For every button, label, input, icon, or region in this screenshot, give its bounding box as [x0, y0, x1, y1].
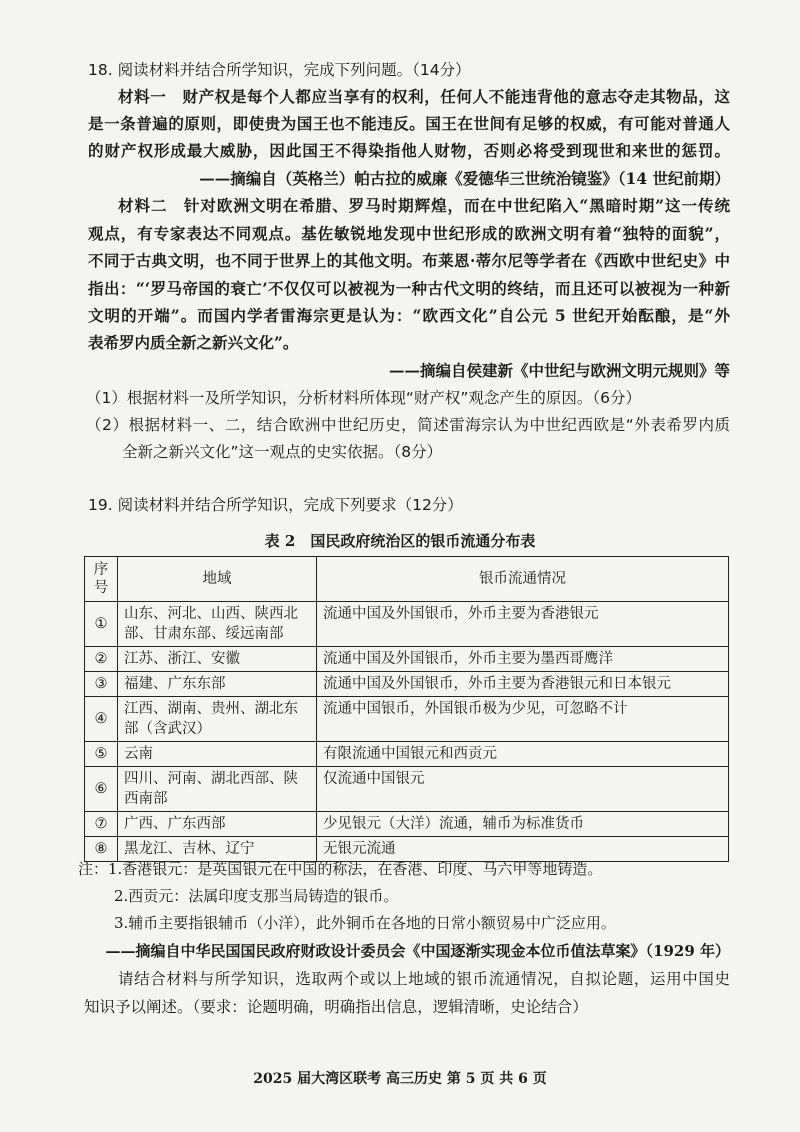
material1-source: ——摘编自（英格兰）帕古拉的威廉《爱德华三世统治镜鉴》（14 世纪前期） [199, 169, 730, 188]
material1-line: 是一条普遍的原则，即使贵为国王也不能违反。国王在世间有足够的权威，有可能对普通人 [88, 114, 730, 133]
row-number: ⑦ [85, 812, 118, 837]
note-2: 2.西贡元：法属印度支那当局铸造的银币。 [114, 887, 399, 905]
material2-line: 指出：“‘罗马帝国的衰亡’不仅仅可以被视为一种古代文明的终结，而且还可以被视为一种新 [88, 279, 730, 298]
q18-title: 18. 阅读材料并结合所学知识，完成下列问题。（14分） [88, 61, 471, 79]
page-footer: 2025 届大湾区联考 高三历史 第 5 页 共 6 页 [253, 1071, 547, 1087]
row-status: 流通中国及外国银币，外币主要为香港银元 [317, 602, 729, 647]
row-region: 广西、广东西部 [118, 812, 317, 837]
q18-subquestion-2: （2）根据材料一、二，结合欧洲中世纪历史，简述雷海宗认为中世纪西欧是“外表希罗内质 [86, 416, 730, 434]
q19-title: 19. 阅读材料并结合所学知识，完成下列要求（12分） [88, 496, 463, 514]
table-row [85, 697, 729, 742]
row-number: ⑤ [85, 742, 118, 767]
table-row [85, 602, 729, 647]
row-region: 黑龙江、吉林、辽宁 [118, 837, 317, 862]
table-row [85, 767, 729, 812]
row-status: 少见银元（大洋）流通，辅币为标准货币 [317, 812, 729, 837]
row-region: 江苏、浙江、安徽 [118, 647, 317, 672]
row-region: 福建、广东东部 [118, 672, 317, 697]
material2-line: 不同于古典文明，也不同于世界上的其他文明。布莱恩·蒂尔尼等学者在《西欧中世纪史》中 [88, 251, 730, 270]
q19-prompt: 请结合材料与所学知识，选取两个或以上地域的银币流通情况，自拟论题，运用中国史 [118, 970, 730, 988]
row-number: ③ [85, 672, 118, 697]
row-region: 江西、湖南、贵州、湖北东部（含武汉） [118, 697, 317, 742]
row-region: 山东、河北、山西、陕西北部、甘肃东部、绥远南部 [118, 602, 317, 647]
table-row [85, 742, 729, 767]
material2-line: 表希罗内质全新之新兴文化”。 [88, 333, 299, 352]
row-number: ② [85, 647, 118, 672]
header-status: 银币流通情况 [317, 557, 729, 602]
row-status: 有限流通中国银元和西贡元 [317, 742, 729, 767]
table-row [85, 812, 729, 837]
row-region: 云南 [118, 742, 317, 767]
row-status: 流通中国及外国银币，外币主要为墨西哥鹰洋 [317, 647, 729, 672]
table-title: 表 2 国民政府统治区的银币流通分布表 [264, 532, 536, 550]
material2-line: 观点，有专家表达不同观点。基佐敏锐地发现中世纪形成的欧洲文明有着“独特的面貌”， [88, 224, 730, 243]
row-status: 无银元流通 [317, 837, 729, 862]
material2-line: 文明的开端”。而国内学者雷海宗更是认为：“欧西文化”自公元 5 世纪开始酝酿，是“外 [88, 306, 730, 325]
material2-line: 材料二 针对欧洲文明在希腊、罗马时期辉煌，而在中世纪陷入“黑暗时期”这一传统 [118, 196, 730, 215]
material2-source: ——摘编自侯建新《中世纪与欧洲文明元规则》等 [388, 361, 730, 380]
row-status: 流通中国银币，外国银币极为少见，可忽略不计 [317, 697, 729, 742]
header-no: 序号 [85, 557, 118, 602]
row-status: 流通中国及外国银币，外币主要为香港银元和日本银元 [317, 672, 729, 697]
material1-line: 材料一 财产权是每个人都应当享有的权利，任何人不能违背他的意志夺走其物品，这 [118, 87, 730, 106]
note-3: 3.辅币主要指银辅币（小洋），此外铜币在各地的日常小额贸易中广泛应用。 [114, 914, 616, 932]
q18-subquestion-1: （1）根据材料一及所学知识，分析材料所体现“财产权”观念产生的原因。（6分） [86, 389, 642, 407]
row-number: ④ [85, 697, 118, 742]
q19-prompt-cont: 知识予以阐述。（要求：论题明确，明确指出信息，逻辑清晰，史论结合） [84, 998, 588, 1016]
note-1: 注：1.香港银元：是英国银元在中国的称法，在香港、印度、马六甲等地铸造。 [78, 860, 603, 878]
table-header-row [85, 557, 729, 602]
silver-coin-table [84, 556, 729, 862]
row-region: 四川、河南、湖北西部、陕西南部 [118, 767, 317, 812]
row-number: ① [85, 602, 118, 647]
row-number: ⑧ [85, 837, 118, 862]
q19-source: ——摘编自中华民国国民政府财政设计委员会《中国逐渐实现金本位币值法草案》（1929 年） [105, 942, 730, 960]
table-row [85, 647, 729, 672]
row-status: 仅流通中国银元 [317, 767, 729, 812]
material1-line: 的财产权形成最大威胁，因此国王不得染指他人财物，否则必将受到现世和来世的惩罚。 [88, 141, 730, 160]
table-row [85, 672, 729, 697]
q18-subquestion-2-cont: 全新之新兴文化”这一观点的史实依据。（8分） [122, 443, 443, 461]
row-number: ⑥ [85, 767, 118, 812]
header-region: 地域 [118, 557, 317, 602]
